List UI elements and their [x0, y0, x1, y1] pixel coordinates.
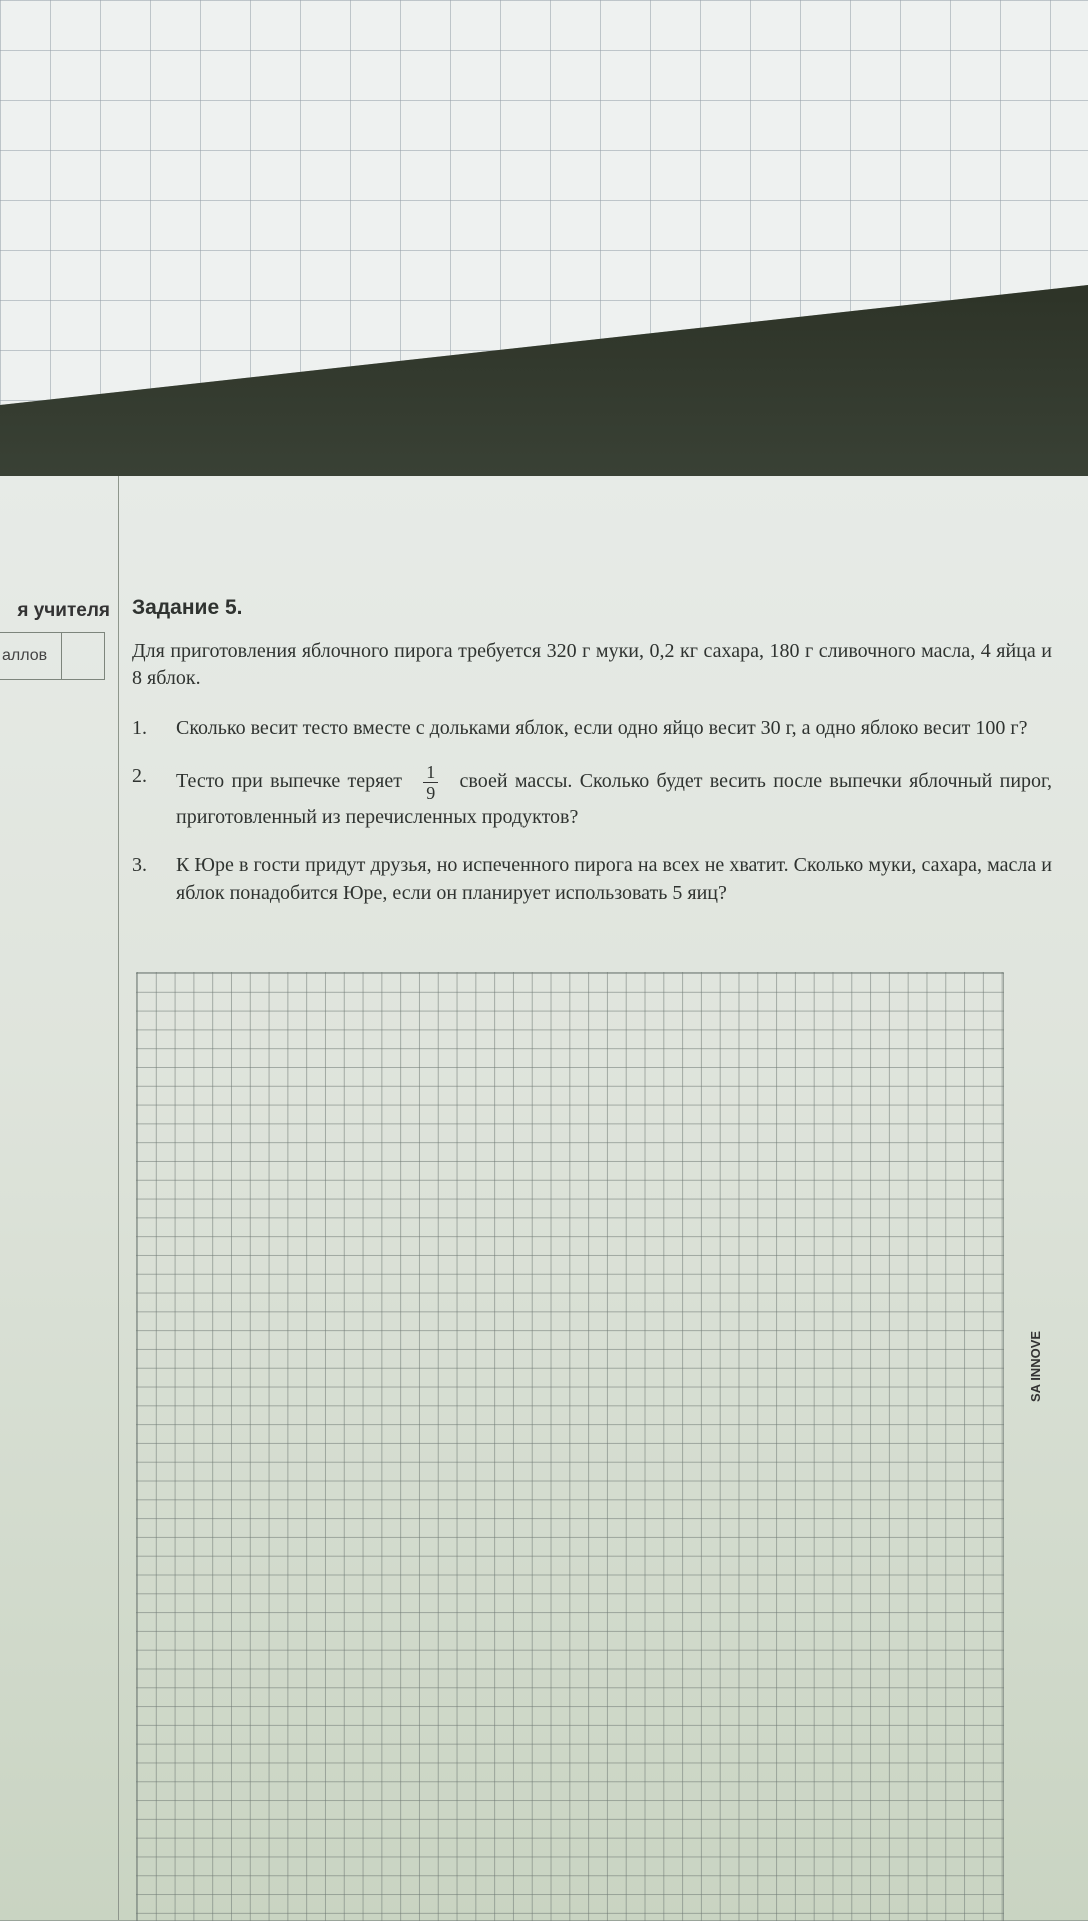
fraction — [423, 762, 438, 803]
question-text — [176, 762, 1052, 831]
question-1 — [132, 714, 1052, 742]
answer-grid[interactable] — [136, 972, 1004, 1921]
question-number: 2. — [132, 765, 147, 787]
teacher-label: я учителя — [17, 600, 110, 621]
score-box[interactable] — [61, 633, 104, 679]
brand-mark: SA INNOVE — [1028, 1330, 1043, 1402]
fraction-numerator: 1 — [423, 762, 438, 783]
score-label: аллов — [2, 647, 48, 664]
task-content — [132, 596, 1052, 927]
score-row — [0, 632, 105, 680]
task-title: Задание 5. — [132, 596, 243, 619]
question-number: 1. — [132, 717, 147, 739]
question-text: Сколько весит тесто вместе с дольками яблок, если одно яйцо весит 30 г, а одно яблоко весит 100 г? — [176, 717, 1028, 739]
question-3 — [132, 851, 1052, 907]
question-number: 3. — [132, 854, 147, 876]
question-text: К Юре в гости придут друзья, но испеченного пирога на всех не хватит. Сколько муки, сахара, масла и яблок понадобится Юре, если он планирует использовать 5 яиц? — [176, 854, 1052, 904]
task-intro: Для приготовления яблочного пирога требуется 320 г муки, 0,2 кг сахара, 180 г сливочного масла, 4 яйца и 8 яблок. — [132, 640, 1052, 689]
fraction-denominator: 9 — [426, 783, 436, 803]
question-text-after: своей массы. Сколько будет весить после выпечки яблочный пирог, приготовленный из перечисленных продуктов? — [176, 770, 1053, 828]
question-text-before: Тесто при выпечке теряет — [176, 770, 402, 793]
question-2 — [132, 762, 1052, 831]
teacher-margin — [0, 476, 119, 1920]
worksheet-page — [0, 476, 1088, 1920]
